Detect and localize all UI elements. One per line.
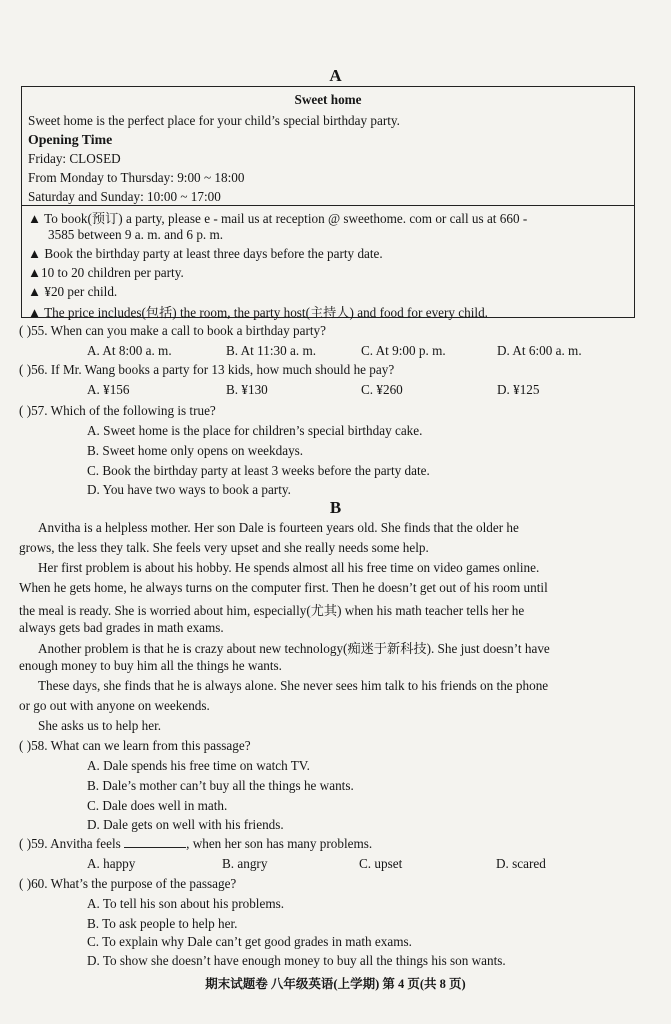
q57-option-a: A. Sweet home is the place for children’s special birthday cake. xyxy=(87,423,423,438)
q57-option-c: C. Book the birthday party at least 3 weeks before the party date. xyxy=(87,463,430,478)
passage-line-6: always gets bad grades in math exams. xyxy=(19,620,224,635)
q57-stem: ( )57. Which of the following is true? xyxy=(19,403,216,418)
q56-option-d: D. ¥125 xyxy=(497,382,540,397)
notice-intro: Sweet home is the perfect place for your child’s special birthday party. xyxy=(28,113,400,128)
q59-stem-start: ( )59. Anvitha feels xyxy=(19,836,121,851)
q56-stem: ( )56. If Mr. Wang books a party for 13 kids, how much should he pay? xyxy=(19,362,395,377)
passage-line-2: grows, the less they talk. She feels very upset and she really needs some help. xyxy=(19,540,429,555)
weekend-hours: Saturday and Sunday: 10:00 ~ 17:00 xyxy=(28,189,221,204)
section-a-title: A xyxy=(329,66,342,85)
q58-option-b: B. Dale’s mother can’t buy all the things he wants. xyxy=(87,778,354,793)
q60-option-d: D. To show she doesn’t have enough money to buy all the things his son wants. xyxy=(87,953,506,968)
weekday-hours: From Monday to Thursday: 9:00 ~ 18:00 xyxy=(28,170,245,185)
q56-option-a: A. ¥156 xyxy=(87,382,130,397)
q57-option-b: B. Sweet home only opens on weekdays. xyxy=(87,443,304,458)
notice-divider xyxy=(22,205,634,206)
q55-option-b: B. At 11:30 a. m. xyxy=(226,343,316,358)
passage-line-10: or go out with anyone on weekends. xyxy=(19,698,210,713)
q57-option-d: D. You have two ways to book a party. xyxy=(87,482,291,497)
page-footer: 期末试题卷 八年级英语(上学期) 第 4 页(共 8 页) xyxy=(205,977,466,991)
section-b-title: B xyxy=(329,498,342,517)
notice-title: Sweet home xyxy=(294,92,362,107)
q58-option-d: D. Dale gets on well with his friends. xyxy=(87,817,284,832)
q60-option-b: B. To ask people to help her. xyxy=(87,916,238,931)
rule-includes: ▲ The price includes(包括) the room, the party host(主持人) and food for every child. xyxy=(28,305,488,320)
q56-option-c: C. ¥260 xyxy=(361,382,403,397)
passage-line-5: the meal is ready. She is worried about him, especially(尤其) when his math teacher tells her he xyxy=(19,603,525,618)
q59-option-c: C. upset xyxy=(359,856,403,871)
sweet-home-notice-box xyxy=(21,86,635,318)
rule-party-size: ▲10 to 20 children per party. xyxy=(28,265,184,280)
rule-advance: ▲ Book the birthday party at least three days before the party date. xyxy=(28,246,383,261)
q55-option-c: C. At 9:00 p. m. xyxy=(361,343,446,358)
friday-hours: Friday: CLOSED xyxy=(28,151,121,166)
passage-line-3: Her first problem is about his hobby. He spends almost all his free time on video games online. xyxy=(38,560,540,575)
q60-option-a: A. To tell his son about his problems. xyxy=(87,896,285,911)
q56-option-b: B. ¥130 xyxy=(226,382,268,397)
q59-answer-blank xyxy=(124,836,186,848)
passage-line-4: When he gets home, he always turns on the computer first. Then he doesn’t get out of his room until xyxy=(19,580,548,595)
rule-booking: ▲ To book(预订) a party, please e - mail us at reception @ sweethome. com or call us at 660 - xyxy=(28,211,528,226)
passage-line-11: She asks us to help her. xyxy=(38,718,162,733)
q60-option-c: C. To explain why Dale can’t get good grades in math exams. xyxy=(87,934,412,949)
q59-option-b: B. angry xyxy=(222,856,268,871)
q58-option-a: A. Dale spends his free time on watch TV. xyxy=(87,758,310,773)
opening-time-heading: Opening Time xyxy=(28,132,113,147)
q58-stem: ( )58. What can we learn from this passage? xyxy=(19,738,251,753)
q60-stem: ( )60. What’s the purpose of the passage? xyxy=(19,876,237,891)
q59-stem xyxy=(19,836,372,852)
passage-line-1: Anvitha is a helpless mother. Her son Dale is fourteen years old. She finds that the older he xyxy=(38,520,519,535)
passage-line-8: enough money to buy him all the things he wants. xyxy=(19,658,282,673)
q58-option-c: C. Dale does well in math. xyxy=(87,798,228,813)
passage-line-7: Another problem is that he is crazy about new technology(痴迷于新科技). She just doesn’t have xyxy=(38,641,550,656)
passage-line-9: These days, she finds that he is always alone. She never sees him talk to his friends on the phone xyxy=(38,678,549,693)
q55-stem: ( )55. When can you make a call to book a birthday party? xyxy=(19,323,326,338)
q59-option-d: D. scared xyxy=(496,856,546,871)
rule-price: ▲ ¥20 per child. xyxy=(28,284,118,299)
q59-stem-end: , when her son has many problems. xyxy=(186,836,373,851)
rule-booking-cont: 3585 between 9 a. m. and 6 p. m. xyxy=(48,227,224,242)
q59-option-a: A. happy xyxy=(87,856,136,871)
q55-option-a: A. At 8:00 a. m. xyxy=(87,343,172,358)
q55-option-d: D. At 6:00 a. m. xyxy=(497,343,582,358)
